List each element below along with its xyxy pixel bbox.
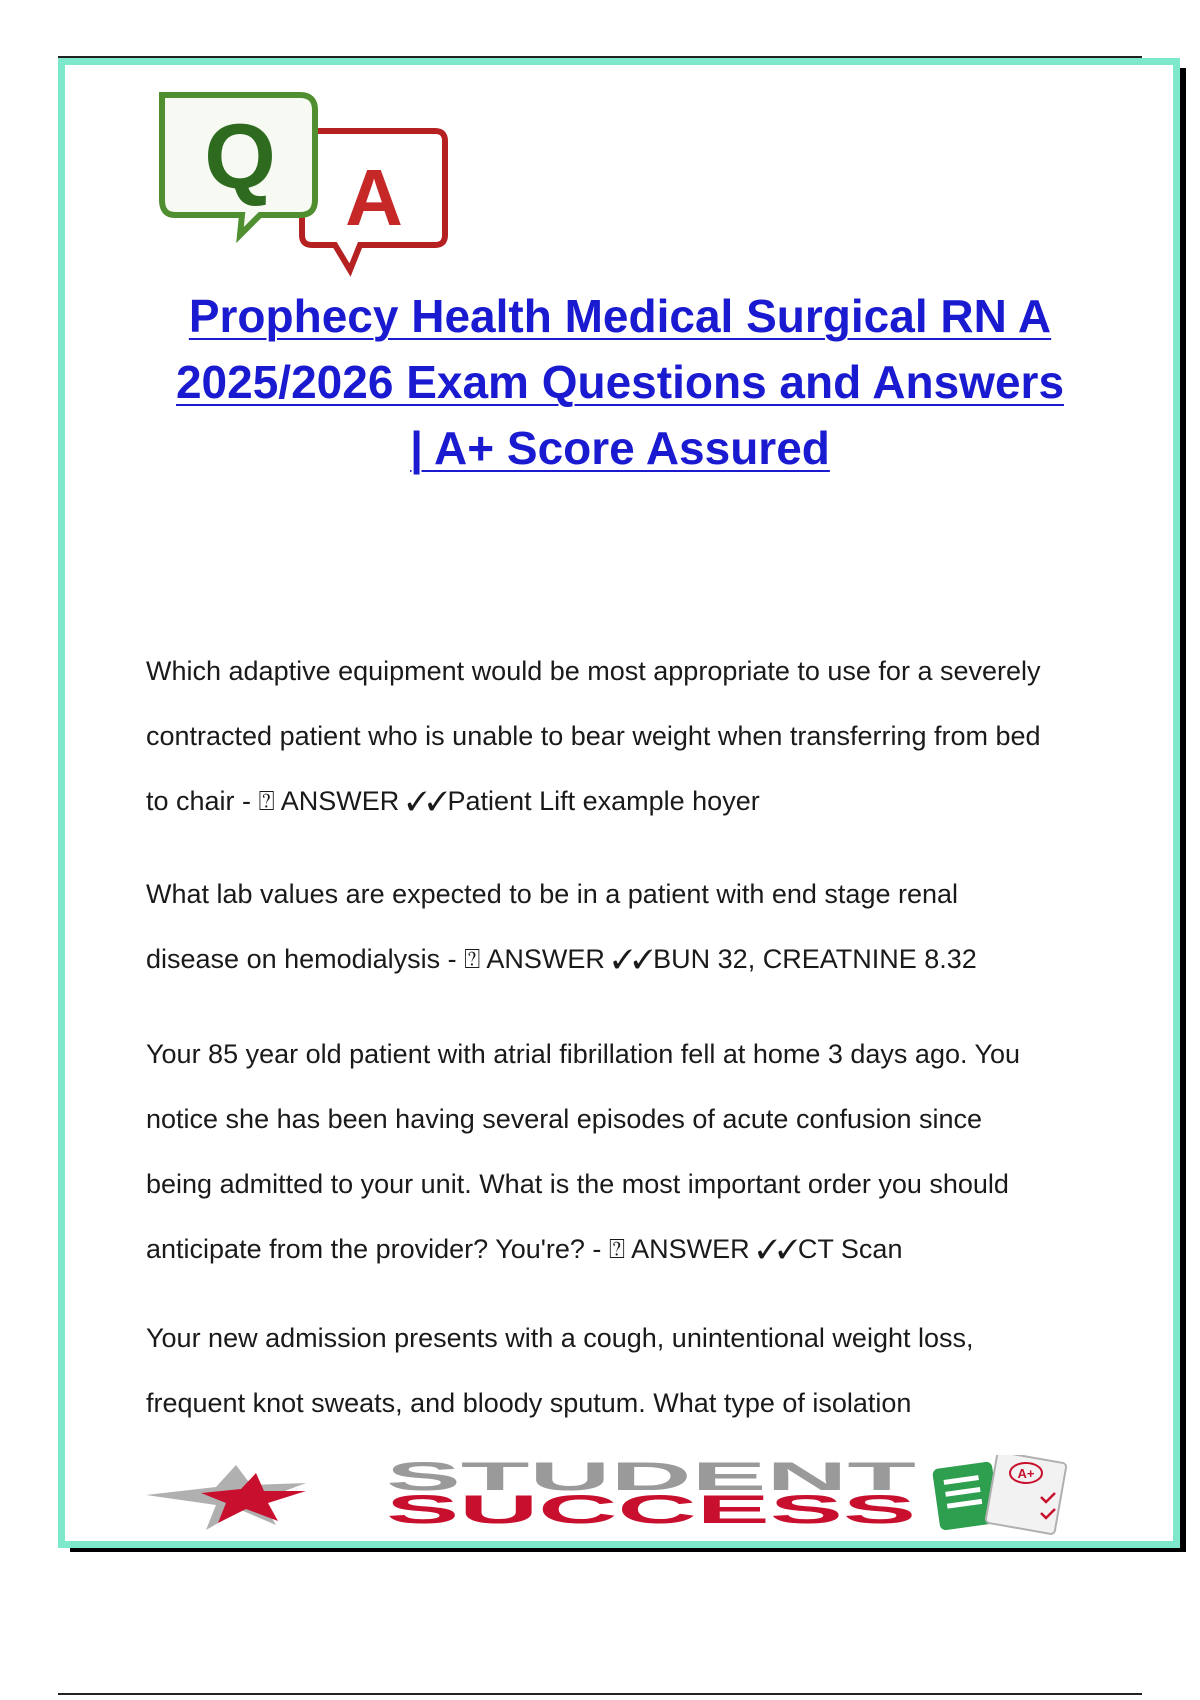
student-word: STUDENT [386, 1455, 916, 1499]
graded-paper-icon [985, 1455, 1066, 1535]
qa-line: notice she has been having several episodes of acute confusion since [146, 1104, 983, 1134]
grade-badge: A+ [1017, 1466, 1035, 1481]
student-success-logo [146, 1455, 1096, 1535]
logo-a-letter: A [345, 153, 403, 242]
question-bubble [162, 95, 315, 235]
qa-line: Your new admission presents with a cough, unintentional weight loss, [146, 1323, 974, 1353]
qa-item-3 [146, 1022, 1096, 1282]
logo-q-letter: Q [204, 106, 276, 208]
title-line-3[interactable]: | A+ Score Assured [410, 422, 830, 474]
qa-line: anticipate from the provider? You're? - ⍰ ANSWER ✓✓CT Scan [146, 1234, 903, 1264]
qa-line: being admitted to your unit. What is the most important order you should [146, 1169, 1009, 1199]
qa-item-2 [146, 862, 1096, 992]
bottom-rule [58, 1693, 1142, 1695]
qa-line: What lab values are expected to be in a patient with end stage renal [146, 879, 959, 909]
qa-line: contracted patient who is unable to bear weight when transferring from bed [146, 721, 1041, 751]
qa-line: disease on hemodialysis - ⍰ ANSWER ✓✓BUN 32, CREATNINE 8.32 [146, 944, 977, 974]
success-word: SUCCESS [386, 1488, 916, 1532]
qa-line: to chair - ⍰ ANSWER ✓✓Patient Lift example hoyer [146, 786, 760, 816]
answer-bubble [302, 131, 445, 270]
qa-line: Your 85 year old patient with atrial fibrillation fell at home 3 days ago. You [146, 1039, 1021, 1069]
qa-line: frequent knot sweats, and bloody sputum. What type of isolation [146, 1388, 912, 1418]
document-title [140, 283, 1100, 481]
qa-item-4 [146, 1306, 1096, 1436]
qa-line: Which adaptive equipment would be most appropriate to use for a severely [146, 656, 1041, 686]
title-line-1[interactable]: Prophecy Health Medical Surgical RN A [188, 290, 1052, 342]
qa-logo [150, 85, 490, 285]
title-line-2[interactable]: 2025/2026 Exam Questions and Answers [175, 356, 1065, 408]
qa-item-1 [146, 639, 1096, 834]
